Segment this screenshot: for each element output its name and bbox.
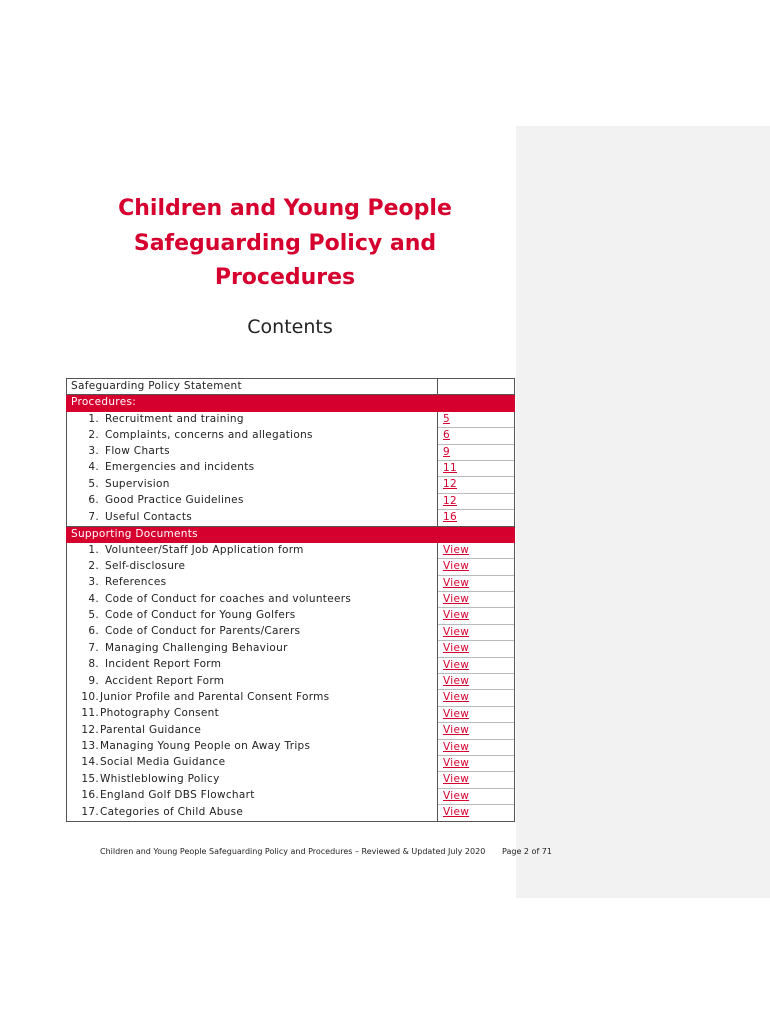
table-row xyxy=(67,755,515,771)
table-row xyxy=(67,788,515,804)
toc-entry xyxy=(67,772,438,788)
view-link[interactable]: View xyxy=(443,691,470,704)
page-cell xyxy=(438,739,515,755)
view-link[interactable]: View xyxy=(443,773,470,786)
entry-label: Whistleblowing Policy xyxy=(100,772,220,785)
page-cell xyxy=(438,542,515,558)
table-row xyxy=(67,428,515,444)
toc-entry xyxy=(67,690,438,706)
entry-number: 14. xyxy=(81,756,99,769)
entry-label: Categories of Child Abuse xyxy=(100,805,244,818)
entry-number: 3. xyxy=(88,445,99,458)
toc-entry xyxy=(67,755,438,771)
entry-label: Emergencies and incidents xyxy=(105,461,255,474)
toc-entry xyxy=(67,788,438,804)
contents-table xyxy=(66,378,515,822)
entry-number: 6. xyxy=(88,625,99,638)
entry-number: 4. xyxy=(88,592,99,605)
toc-entry xyxy=(67,411,438,427)
view-link[interactable]: View xyxy=(443,740,470,753)
page-cell xyxy=(438,477,515,493)
toc-entry xyxy=(67,624,438,640)
view-link[interactable]: View xyxy=(443,560,470,573)
table-row xyxy=(67,690,515,706)
entry-label: Photography Consent xyxy=(100,707,220,720)
comment-margin xyxy=(516,126,770,898)
entry-label: Managing Young People on Away Trips xyxy=(100,740,311,753)
toc-entry xyxy=(67,706,438,722)
toc-entry xyxy=(67,723,438,739)
page-cell xyxy=(438,690,515,706)
table-row xyxy=(67,723,515,739)
entry-number: 10. xyxy=(81,690,99,703)
page-cell xyxy=(438,641,515,657)
table-row xyxy=(67,772,515,788)
table-row xyxy=(67,739,515,755)
toc-entry xyxy=(67,460,438,476)
page-cell xyxy=(438,460,515,476)
page-link[interactable]: 9 xyxy=(443,445,450,458)
entry-number: 8. xyxy=(88,658,99,671)
table-row xyxy=(67,379,515,395)
page-cell xyxy=(438,755,515,771)
page-link[interactable]: 5 xyxy=(443,412,450,425)
entry-label: Code of Conduct for Young Golfers xyxy=(105,608,296,621)
page-link[interactable]: 6 xyxy=(443,429,450,442)
toc-entry xyxy=(67,657,438,673)
entry-number: 4. xyxy=(88,461,99,474)
table-row xyxy=(67,477,515,493)
page-cell xyxy=(438,805,515,821)
table-row xyxy=(67,706,515,722)
entry-label: Useful Contacts xyxy=(105,510,193,523)
page-cell xyxy=(438,788,515,804)
entry-number: 3. xyxy=(88,576,99,589)
entry-number: 5. xyxy=(88,608,99,621)
entry-number: 17. xyxy=(81,805,99,818)
title-line: Safeguarding Policy and xyxy=(133,230,437,256)
procedures-header-row xyxy=(67,395,515,411)
table-row xyxy=(67,411,515,427)
page-cell xyxy=(438,379,515,395)
table-row xyxy=(67,805,515,821)
view-link[interactable]: View xyxy=(443,543,470,556)
entry-number: 16. xyxy=(81,789,99,802)
table-row xyxy=(67,592,515,608)
entry-label: Incident Report Form xyxy=(105,658,222,671)
view-link[interactable]: View xyxy=(443,724,470,737)
entry-label: Self-disclosure xyxy=(105,559,186,572)
entry-label: Volunteer/Staff Job Application form xyxy=(105,543,304,556)
entry-label: Recruitment and training xyxy=(105,412,244,425)
toc-entry xyxy=(67,805,438,821)
page-cell xyxy=(438,723,515,739)
toc-entry xyxy=(67,444,438,460)
page-cell xyxy=(438,608,515,624)
entry-label: References xyxy=(105,576,167,589)
entry-label: Complaints, concerns and allegations xyxy=(105,428,313,441)
page-cell xyxy=(438,706,515,722)
page-cell xyxy=(438,493,515,509)
page-number: Page 2 of 71 xyxy=(502,847,552,856)
supporting-header: Supporting Documents xyxy=(67,526,515,542)
page-cell xyxy=(438,772,515,788)
page-cell xyxy=(438,657,515,673)
entry-number: 15. xyxy=(81,772,99,785)
view-link[interactable]: View xyxy=(443,625,470,638)
entry-label: Code of Conduct for coaches and volunteers xyxy=(105,592,352,605)
toc-entry xyxy=(67,575,438,591)
page-cell xyxy=(438,444,515,460)
table-row xyxy=(67,510,515,526)
table-row xyxy=(67,674,515,690)
entry-label: Supervision xyxy=(105,477,170,490)
page-link[interactable]: 12 xyxy=(443,478,457,491)
policy-statement-label: Safeguarding Policy Statement xyxy=(67,379,438,395)
table-row xyxy=(67,542,515,558)
toc-entry xyxy=(67,641,438,657)
table-row xyxy=(67,460,515,476)
view-link[interactable]: View xyxy=(443,707,470,720)
table-row xyxy=(67,559,515,575)
entry-number: 11. xyxy=(81,707,99,720)
contents-heading: Contents xyxy=(247,316,333,338)
entry-number: 2. xyxy=(88,428,99,441)
entry-label: Junior Profile and Parental Consent Forms xyxy=(100,690,330,703)
procedures-header: Procedures: xyxy=(67,395,515,411)
toc-entry xyxy=(67,493,438,509)
page-cell xyxy=(438,592,515,608)
entry-number: 1. xyxy=(88,543,99,556)
entry-number: 7. xyxy=(88,510,99,523)
toc-entry xyxy=(67,510,438,526)
entry-number: 9. xyxy=(88,674,99,687)
entry-number: 6. xyxy=(88,494,99,507)
page-cell xyxy=(438,559,515,575)
entry-number: 2. xyxy=(88,559,99,572)
entry-label: Code of Conduct for Parents/Carers xyxy=(105,625,301,638)
toc-entry xyxy=(67,542,438,558)
page-link[interactable]: 16 xyxy=(443,511,457,524)
view-link[interactable]: View xyxy=(443,576,470,589)
view-link[interactable]: View xyxy=(443,789,470,802)
supporting-header-row xyxy=(67,526,515,542)
footer-text: Children and Young People Safeguarding Policy and Procedures – Reviewed & Updated July 2020 xyxy=(100,847,486,856)
view-link[interactable]: View xyxy=(443,756,470,769)
entry-label: England Golf DBS Flowchart xyxy=(100,789,255,802)
page-cell xyxy=(438,411,515,427)
entry-number: 7. xyxy=(88,641,99,654)
table-row xyxy=(67,624,515,640)
view-link[interactable]: View xyxy=(443,658,470,671)
entry-label: Good Practice Guidelines xyxy=(105,494,244,507)
toc-entry xyxy=(67,477,438,493)
view-link[interactable]: View xyxy=(443,806,470,819)
toc-entry xyxy=(67,674,438,690)
page-cell xyxy=(438,674,515,690)
entry-number: 1. xyxy=(88,412,99,425)
page-cell xyxy=(438,624,515,640)
page-link[interactable]: 12 xyxy=(443,494,457,507)
table-row xyxy=(67,575,515,591)
page-cell xyxy=(438,510,515,526)
entry-label: Managing Challenging Behaviour xyxy=(105,641,288,654)
view-link[interactable]: View xyxy=(443,609,470,622)
entry-label: Parental Guidance xyxy=(100,723,202,736)
page-link[interactable]: 11 xyxy=(443,461,457,474)
table-row xyxy=(67,641,515,657)
page-cell xyxy=(438,575,515,591)
page-cell xyxy=(438,428,515,444)
toc-entry xyxy=(67,739,438,755)
toc-entry xyxy=(67,428,438,444)
table-row xyxy=(67,657,515,673)
table-row xyxy=(67,444,515,460)
toc-entry xyxy=(67,559,438,575)
entry-label: Accident Report Form xyxy=(105,674,225,687)
view-link[interactable]: View xyxy=(443,642,470,655)
toc-entry xyxy=(67,592,438,608)
entry-number: 12. xyxy=(81,723,99,736)
entry-number: 13. xyxy=(81,740,99,753)
title-line: Children and Young People xyxy=(118,196,452,221)
view-link[interactable]: View xyxy=(443,675,470,688)
entry-label: Social Media Guidance xyxy=(100,756,226,769)
entry-number: 5. xyxy=(88,477,99,490)
table-row xyxy=(67,608,515,624)
document-title xyxy=(60,192,510,296)
toc-entry xyxy=(67,608,438,624)
table-row xyxy=(67,493,515,509)
entry-label: Flow Charts xyxy=(105,445,170,458)
view-link[interactable]: View xyxy=(443,593,470,606)
title-line: Procedures xyxy=(214,265,356,290)
